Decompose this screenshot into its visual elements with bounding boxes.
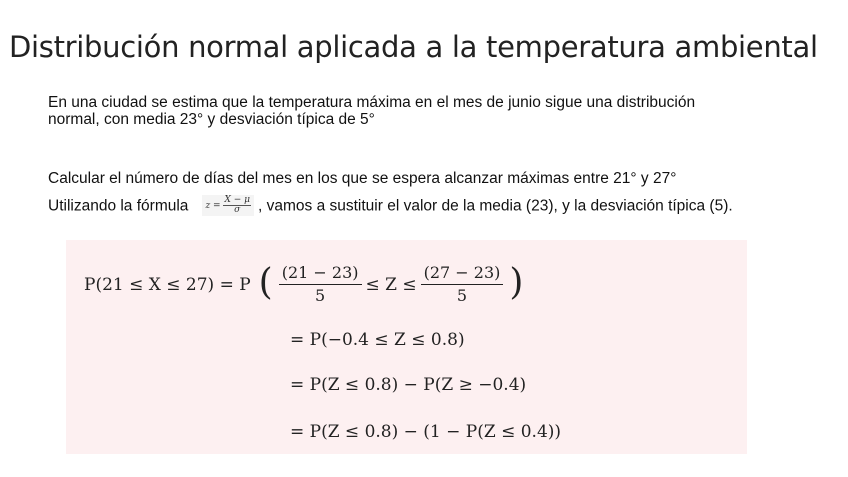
math-row-3: = P(Z ≤ 0.8) − P(Z ≥ −0.4) [290,375,527,395]
problem-statement: En una ciudad se estima que la temperatura máxima en el mes de junio sigue una distribución normal, con media 23° y desviación típica de 5° [48,94,696,128]
formula-explanation [48,196,778,217]
fraction-2 [421,262,504,307]
math-row-1 [84,262,525,307]
formula-numerator: X − μ [224,195,250,205]
math-row-1-middle: ≤ Z ≤ [365,274,417,295]
close-paren: ) [509,261,524,303]
fraction-1 [279,262,362,307]
formula-lhs: z = [205,201,221,211]
math-row-2: = P(−0.4 ≤ Z ≤ 0.8) [290,330,465,350]
math-row-4: = P(Z ≤ 0.8) − (1 − P(Z ≤ 0.4)) [290,422,562,442]
open-paren: ( [258,261,273,303]
math-derivation-image [66,240,747,454]
fraction-2-numerator: (27 − 23) [421,262,504,285]
math-row-1-lhs: P(21 ≤ X ≤ 27) = P [84,274,251,295]
formula-denominator: σ [234,205,241,215]
question-text: Calcular el número de días del mes en los que se espera alcanzar máximas entre 21° y 27° [48,170,677,187]
formula-fraction [223,196,251,215]
formula-explanation-lead: Utilizando la fórmula [48,197,189,215]
fraction-1-numerator: (21 − 23) [279,262,362,285]
z-score-formula-image [202,195,254,216]
slide-title: Distribución normal aplicada a la temperatura ambiental [9,30,818,64]
fraction-2-denominator: 5 [456,286,468,305]
formula-explanation-tail: , vamos a sustituir el valor de la media (23), y la desviación típica (5). [258,197,733,215]
fraction-1-denominator: 5 [315,286,326,305]
